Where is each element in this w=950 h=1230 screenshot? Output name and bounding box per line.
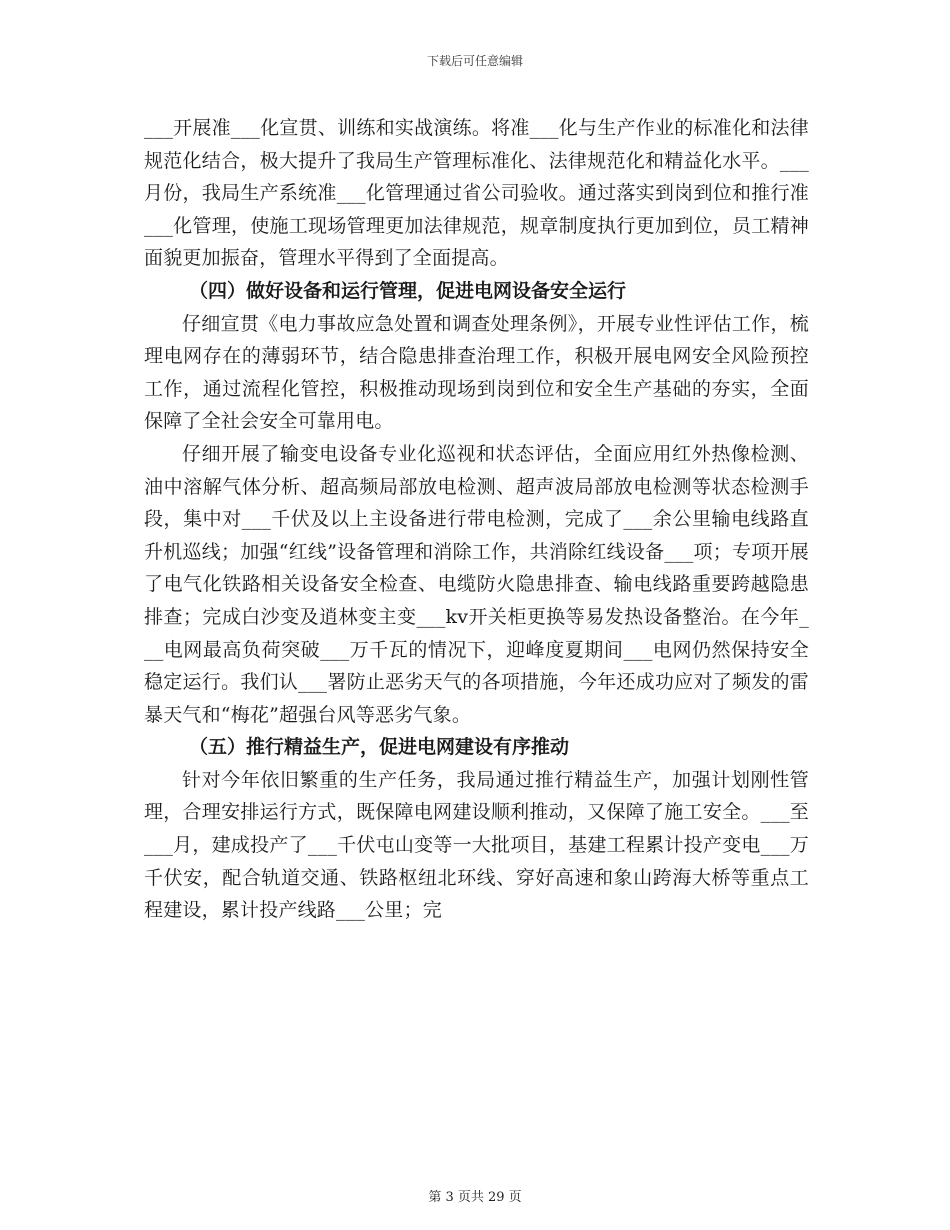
body-paragraph-3: 仔细开展了输变电设备专业化巡视和状态评估，全面应用红外热像检测、油中溶解气体分析、超高频局部放电检测、超声波局部放电检测等状态检测手段，集中对___千伏及以上主设备进行带电检测，完成了___余公里输电线路直升机巡线；加强“红线”设备管理和消除工作，共消除红线设备___项；专项开展了电气化铁路相关设备安全检查、电缆防火隐患排查、输电线路重要跨越隐患排查；完成白沙变及逍林变主变___kv开关柜更换等易发热设备整治。在今年___电网最高负荷突破___万千瓦的情况下，迎峰度夏期间___电网仍然保持安全稳定运行。我们认___署防止恶劣天气的各项措施，今年还成功应对了频发的雷暴天气和“梅花”超强台风等恶劣气象。 (144, 442, 809, 726)
section-heading-4: （四）做好设备和运行管理，促进电网设备安全运行 (189, 279, 627, 302)
body-paragraph-4: 针对今年依旧繁重的生产任务，我局通过推行精益生产，加强计划刚性管理，合理安排运行方式，既保障电网建设顺利推动，又保障了施工安全。___至___月，建成投产了___千伏屯山变等一大批项目，基建工程累计投产变电___万千伏安，配合轨道交通、铁路枢纽北环线、穿好高速和象山跨海大桥等重点工程建设，累计投产线路___公里；完 (144, 768, 809, 922)
body-paragraph-1: ___开展准___化宣贯、训练和实战演练。将准___化与生产作业的标准化和法律规范化结合，极大提升了我局生产管理标准化、法律规范化和精益化水平。___月份，我局生产系统准___化管理通过省公司验收。通过落实到岗到位和推行准___化管理，使施工现场管理更加法律规范，规章制度执行更加到位，员工精神面貌更加振奋，管理水平得到了全面提高。 (144, 117, 809, 270)
page-number: 第 3 页共 29 页 (428, 1190, 522, 1205)
document-body (144, 112, 809, 927)
page-header-note: 下载后可任意编辑 (426, 54, 523, 68)
body-paragraph-2: 仔细宣贯《电力事故应急处置和调查处理条例》，开展专业性评估工作，梳理电网存在的薄弱环节，结合隐患排查治理工作，积极开展电网安全风险预控工作，通过流程化管控，积极推动现场到岗到位和安全生产基础的夯实，全面保障了全社会安全可靠用电。 (144, 312, 809, 433)
section-heading-5: （五）推行精益生产，促进电网建设有序推动 (189, 736, 570, 759)
